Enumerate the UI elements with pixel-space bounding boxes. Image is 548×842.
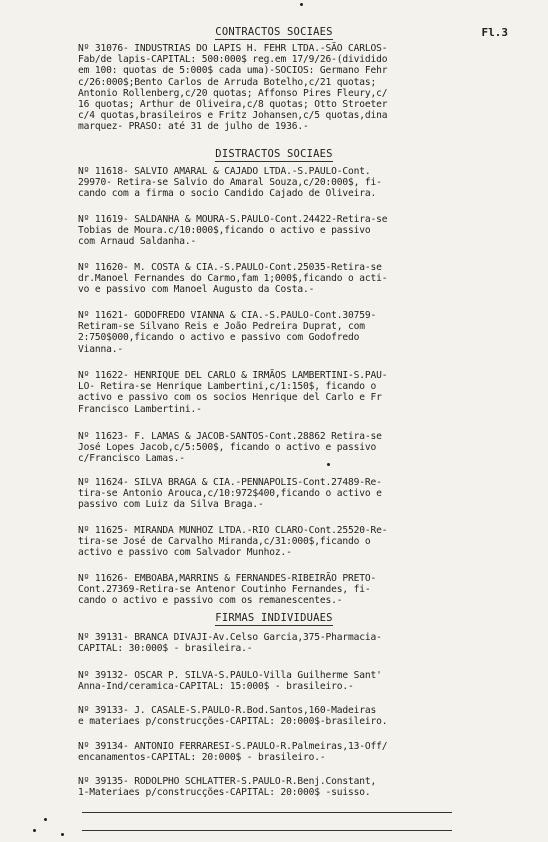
- folio-number: Fl.3: [481, 26, 508, 39]
- firma-entry: Nº 39134- ANTONIO FERRARESI-S.PAULO-R.Palmeiras,13-Off/ encanamentos-CAPITAL: 20:000$ - brasileiro.-: [78, 741, 388, 764]
- distracto-entry: Nº 11625- MIRANDA MUNHOZ LTDA.-RIO CLARO-Cont.25520-Re- tira-se José de Carvalho Miranda,c/31:000$,ficando o activo e passivo com Salvador Munhoz.-: [78, 525, 388, 559]
- distracto-entry: Nº 11626- EMBOABA,MARRINS & FERNANDES-RIBEIRÃO PRETO- Cont.27369-Retira-se Antenor Coutinho Fernandes, fi- cando o activo e passivo com os remanescentes.-: [78, 573, 377, 607]
- firma-entry: Nº 39133- J. CASALE-S.PAULO-R.Bod.Santos,160-Madeiras e materiaes p/construcções-CAPITAL: 20:000$-brasileiro.: [78, 705, 388, 728]
- bottom-rule: [82, 830, 452, 831]
- section-heading-firmas: [0, 612, 548, 624]
- ink-speck: [44, 818, 47, 821]
- firma-entry: Nº 39131- BRANCA DIVAJI-Av.Celso Garcia,375-Pharmacia- CAPITAL: 30:000$ - brasileira.-: [78, 632, 382, 655]
- distracto-entry: Nº 11624- SILVA BRAGA & CIA.-PENNAPOLIS-Cont.27489-Re- tira-se Antonio Arouca,c/10:972$400,ficando o activo e passivo com Luiz da Silva Braga.-: [78, 477, 382, 511]
- ink-speck: [61, 833, 64, 836]
- distracto-entry: Nº 11621- GODOFREDO VIANNA & CIA.-S.PAULO-Cont.30759- Retiram-se Silvano Reis e João Pedreira Duprat, com 2:750$000,ficando o activo e passivo com Godofredo Vianna.-: [78, 310, 377, 355]
- distracto-entry: Nº 11622- HENRIQUE DEL CARLO & IRMÃOS LAMBERTINI-S.PAU- LO- Retira-se Henrique Lambertini,c/1:150$, ficando o activo e passivo com os socios Henrique del Carlo e Fr Francisco Lambertini.-: [78, 370, 388, 415]
- distracto-entry: Nº 11618- SALVIO AMARAL & CAJADO LTDA.-S.PAULO-Cont. 29970- Retira-se Salvio do Amaral Souza,c/20:000$, fi- cando com a firma o socio Candido Cajado de Oliveira.: [78, 166, 382, 200]
- section-heading-firmas-text: FIRMAS INDIVIDUAES: [215, 612, 333, 624]
- section-heading-contractos-text: CONTRACTOS SOCIAES: [215, 26, 333, 38]
- section-heading-contractos: [0, 26, 548, 38]
- bottom-rule: [82, 812, 452, 813]
- distracto-entry: Nº 11623- F. LAMAS & JACOB-SANTOS-Cont.28862 Retira-se José Lopes Jacob,c/5:500$, ficando o activo e passivo c/Francisco Lamas.-: [78, 431, 382, 465]
- ink-speck: [327, 463, 330, 466]
- contract-entry: Nº 31076- INDUSTRIAS DO LAPIS H. FEHR LTDA.-SÃO CARLOS- Fab/de lapis-CAPITAL: 500:000$ reg.em 17/9/26-(dividido em 100: quotas de 5:000$ cada uma)-SOCIOS: Germano Fehr c/26:000$;Bento Carlos de Arruda Botelho,c/21 quotas; Antonio Rollenberg,c/20 quotas; Affonso Pires Fleury,c/ 16 quotas; Arthur de Oliveira,c/8 quotas; Otto Stroeter c/4 quotas,brasileiros e Fritz Johansen,c/5 quotas,dina marquez- PRASO: até 31 de julho de 1936.-: [78, 43, 388, 133]
- ink-speck: [33, 829, 36, 832]
- section-heading-distractos-text: DISTRACTOS SOCIAES: [215, 148, 333, 160]
- firma-entry: Nº 39135- RODOLPHO SCHLATTER-S.PAULO-R.Benj.Constant, 1-Materiaes p/construcções-CAPITAL: 20:000$ -suisso.: [78, 776, 377, 799]
- distracto-entry: Nº 11620- M. COSTA & CIA.-S.PAULO-Cont.25035-Retira-se dr.Manoel Fernandes do Carmo,fam 1;000$,ficando o acti- vo e passivo com Manoel Augusto da Costa.-: [78, 262, 388, 296]
- firma-entry: Nº 39132- OSCAR P. SILVA-S.PAULO-Villa Guilherme Sant' Anna-Ind/ceramica-CAPITAL: 15:000$ - brasileiro.-: [78, 670, 382, 693]
- ink-speck: [300, 3, 303, 6]
- distracto-entry: Nº 11619- SALDANHA & MOURA-S.PAULO-Cont.24422-Retira-se Tobias de Moura.c/10:000$,ficando o activo e passivo com Arnaud Saldanha.-: [78, 214, 388, 248]
- section-heading-distractos: [0, 148, 548, 160]
